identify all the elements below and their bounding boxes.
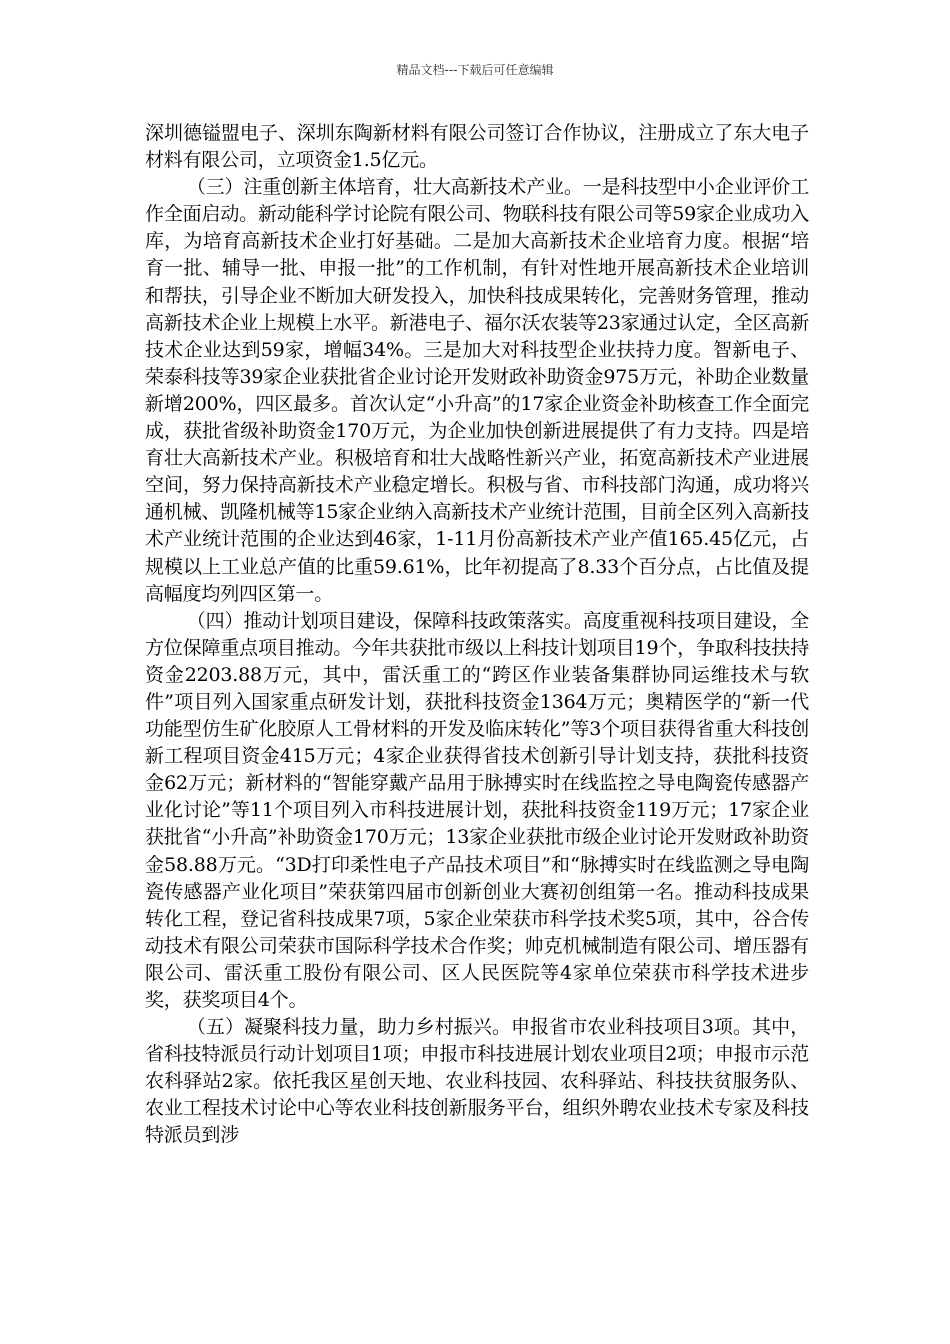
document-body — [145, 120, 809, 1150]
paragraph-continuation: 深圳德镒盟电子、深圳东陶新材料有限公司签订合作协议，注册成立了东大电子材料有限公司，立项资金1.5亿元。 — [145, 122, 809, 172]
paragraph-section-4: （四）推动计划项目建设，保障科技政策落实。高度重视科技项目建设，全方位保障重点项目推动。今年共获批市级以上科技计划项目19个，争取科技扶持资金2203.88万元，其中，雷沃重工的“跨区作业装备集群协同运维技术与软件”项目列入国家重点研发计划，获批科技资金1364万元；奥精医学的“新一代功能型仿生矿化胶原人工骨材料的开发及临床转化”等3个项目获得省重大科技创新工程项目资金415万元；4家企业获得省技术创新引导计划支持，获批科技资金62万元；新材料的“智能穿戴产品用于脉搏实时在线监控之导电陶瓷传感器产业化讨论”等11个项目列入市科技进展计划，获批科技资金119万元；17家企业获批省“小升高”补助资金170万元；13家企业获批市级企业讨论开发财政补助资金58.88万元。“3D打印柔性电子产品技术项目”和“脉搏实时在线监测之导电陶瓷传感器产业化项目”荣获第四届市创新创业大赛初创组第一名。推动科技成果转化工程，登记省科技成果7项，5家企业荣获市科学技术奖5项，其中，谷合传动技术有限公司荣获市国际科学技术合作奖；帅克机械制造有限公司、增压器有限公司、雷沃重工股份有限公司、区人民医院等4家单位荣获市科学技术进步奖，获奖项目4个。 — [145, 609, 809, 1011]
paragraph-section-3: （三）注重创新主体培育，壮大高新技术产业。一是科技型中小企业评价工作全面启动。新动能科学讨论院有限公司、物联科技有限公司等59家企业成功入库，为培育高新技术企业打好基础。二是加大高新技术企业培育力度。根据“培育一批、辅导一批、申报一批”的工作机制，有针对性地开展高新技术企业培训和帮扶，引导企业不断加大研发投入，加快科技成果转化，完善财务管理，推动高新技术企业上规模上水平。新港电子、福尔沃农装等23家通过认定，全区高新技术企业达到59家，增幅34%。三是加大对科技型企业扶持力度。智新电子、荣泰科技等39家企业获批省企业讨论开发财政补助资金975万元，补助企业数量新增200%，四区最多。首次认定“小升高”的17家企业资金补助核查工作全面完成，获批省级补助资金170万元，为企业加快创新进展提供了有力支持。四是培育壮大高新技术产业。积极培育和壮大战略性新兴产业，拓宽高新技术产业进展空间，努力保持高新技术产业稳定增长。积极与省、市科技部门沟通，成功将兴通机械、凯隆机械等15家企业纳入高新技术产业统计范围，目前全区列入高新技术产业统计范围的企业达到46家，1-11月份高新技术产业产值165.45亿元，占规模以上工业总产值的比重59.61%，比年初提高了8.33个百分点，占比值及提高幅度均列四区第一。 — [145, 176, 809, 605]
paragraph-section-5: （五）凝聚科技力量，助力乡村振兴。申报省市农业科技项目3项。其中，省科技特派员行动计划项目1项；申报市科技进展计划农业项目2项；申报市示范农科驿站2家。依托我区星创天地、农业科技园、农科驿站、科技扶贫服务队、 农业工程技术讨论中心等农业科技创新服务平台，组织外聘农业技术专家及科技特派员到涉 — [145, 1016, 809, 1147]
page-header: 精品文档---下载后可任意编辑 — [396, 63, 554, 77]
